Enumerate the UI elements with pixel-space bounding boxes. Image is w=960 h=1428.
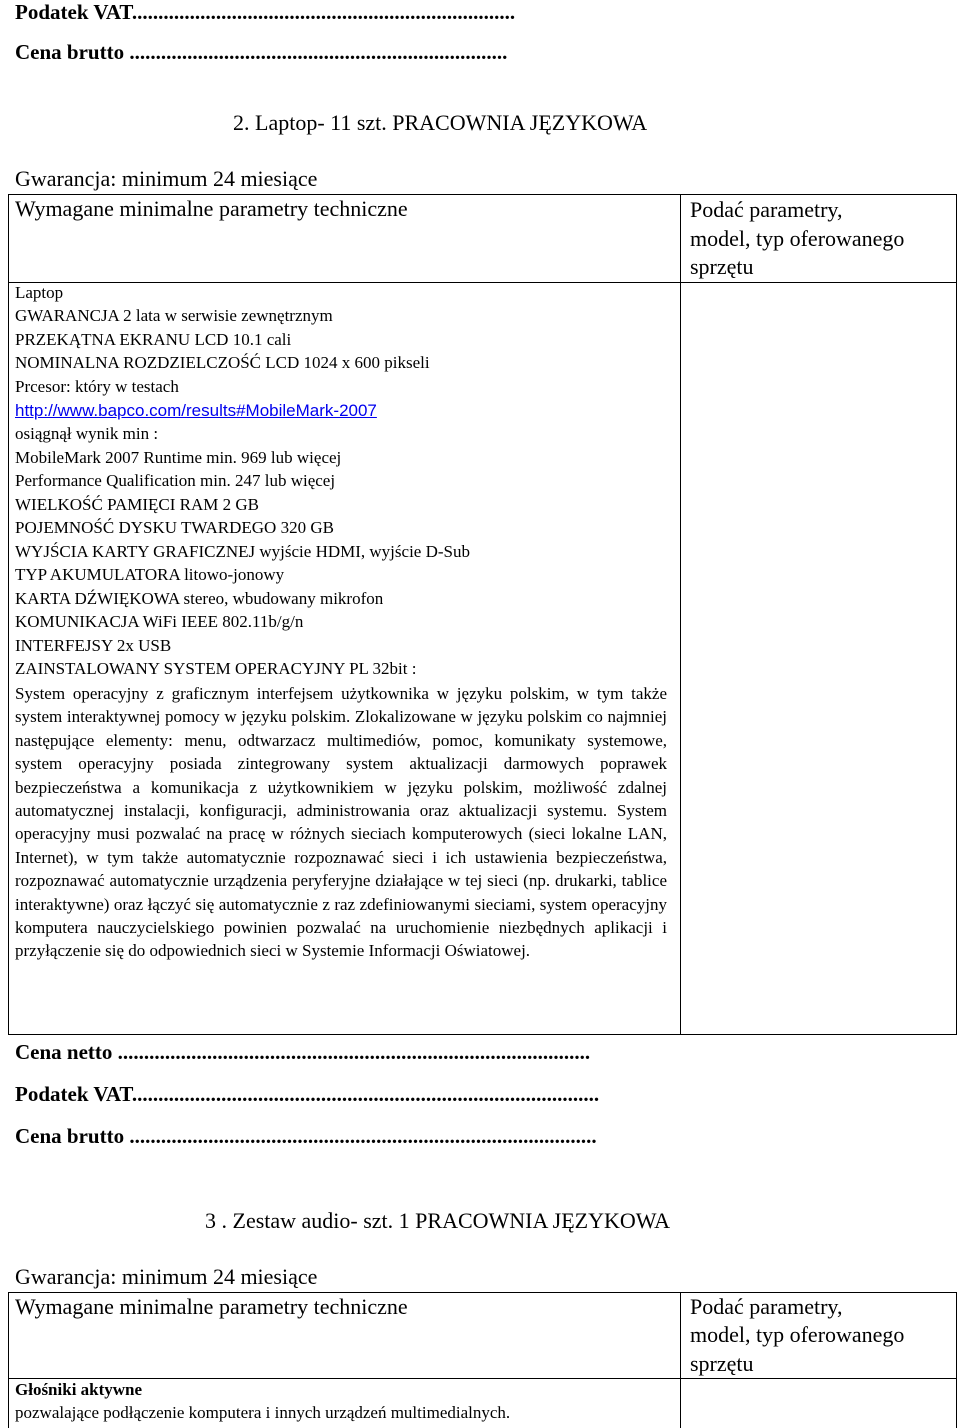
section-2-warranty: Gwarancja: minimum 24 miesiące: [15, 166, 318, 191]
spec-disk: POJEMNOŚĆ DYSKU TWARDEGO 320 GB: [15, 518, 334, 537]
spec-laptop: Laptop: [15, 283, 64, 302]
offer-header-3-line-1: Podać parametry,: [690, 1294, 843, 1319]
spec-runtime: MobileMark 2007 Runtime min. 969 lub więcej: [15, 448, 342, 467]
offer-header-line-2: model, typ oferowanego: [690, 226, 905, 251]
section-2-title: 2. Laptop- 11 szt. PRACOWNIA JĘZYKOWA: [233, 110, 648, 135]
offer-header-line-1: Podać parametry,: [690, 197, 843, 222]
spec-resolution: NOMINALNA ROZDZIELCZOŚĆ LCD 1024 x 600 pikseli: [15, 353, 430, 372]
spec-sound: KARTA DŹWIĘKOWA stereo, wbudowany mikrofon: [15, 589, 384, 608]
os-description: System operacyjny z graficznym interfejsem użytkownika w języku polskim, w tym także system interaktywnej pomocy w języku polskim. Zlokalizowane w języku polskim co najmniej następujące elementy: menu, odtwarzacz multimediów, pomoc, komunikaty systemowe, system operacyjny posiada zintegrowany system aktualizacji darmowych poprawek bezpieczeństwa a komunikacja z użytkownikiem w języku polskim, możliwość zdalnej automatycznej instalacji, konfiguracji, administrowania oraz aktualizacji systemu. System operacyjny musi pozwalać na pracę w różnych sieciach komputerowych (sieci lokalne LAN, Internet), w tym także automatycznie rozpoznawać sieci i ich ustawienia bezpieczeństwa, rozpoznawać automatycznie urządzenia peryferyjne działające w tej sieci (np. drukarki, tablice interaktywne) oraz łączyć się automatycznie z raz zdefiniowanymi sieciami, system operacyjny komputera nauczycielskiego powinien pozwalać na uruchomienie niezbędnych aplikacji i przyłączenie się do odpowiednich sieci w Systemie Informacji Oświatowej.: [15, 684, 667, 961]
spec-graphics: WYJŚCIA KARTY GRAFICZNEJ wyjście HDMI, wyjście D-Sub: [15, 542, 470, 561]
spec-performance: Performance Qualification min. 247 lub więcej: [15, 471, 336, 490]
net-price-line: Cena netto ..........................................................................................: [15, 1040, 591, 1064]
requirements-header: Wymagane minimalne parametry techniczne: [15, 196, 408, 221]
section-3-title: 3 . Zestaw audio- szt. 1 PRACOWNIA JĘZYKOWA: [205, 1208, 670, 1233]
bapco-link[interactable]: http://www.bapco.com/results#MobileMark-2007: [15, 401, 377, 420]
requirements-header-3: Wymagane minimalne parametry techniczne: [15, 1294, 408, 1319]
gross-price-line: Cena brutto .........................................................................................: [15, 1124, 597, 1148]
vat-line: Podatek VAT.........................................................................................: [15, 1082, 600, 1106]
offer-header-3-line-2: model, typ oferowanego: [690, 1322, 905, 1347]
offer-header-3-line-3: sprzętu: [690, 1351, 754, 1376]
vat-line-top: Podatek VAT.........................................................................: [15, 0, 516, 24]
spec-processor: Prcesor: który w testach: [15, 377, 179, 396]
spec-warranty: GWARANCJA 2 lata w serwisie zewnętrznym: [15, 306, 333, 325]
speakers-description: pozwalające podłączenie komputera i innych urządzeń multimedialnych.: [15, 1403, 511, 1422]
offer-header-line-3: sprzętu: [690, 254, 754, 279]
spec-wifi: KOMUNIKACJA WiFi IEEE 802.11b/g/n: [15, 612, 304, 631]
spec-battery: TYP AKUMULATORA litowo-jonowy: [15, 565, 285, 584]
spec-interfaces: INTERFEJSY 2x USB: [15, 636, 172, 655]
gross-price-line-top: Cena brutto ........................................................................: [15, 40, 508, 64]
section-3-warranty: Gwarancja: minimum 24 miesiące: [15, 1264, 318, 1289]
spec-screen: PRZEKĄTNA EKRANU LCD 10.1 cali: [15, 330, 292, 349]
spec-os: ZAINSTALOWANY SYSTEM OPERACYJNY PL 32bit :: [15, 659, 417, 678]
spec-ram: WIELKOŚĆ PAMIĘCI RAM 2 GB: [15, 495, 260, 514]
spec-score: osiągnął wynik min :: [15, 424, 159, 443]
speakers-title: Głośniki aktywne: [15, 1380, 143, 1399]
